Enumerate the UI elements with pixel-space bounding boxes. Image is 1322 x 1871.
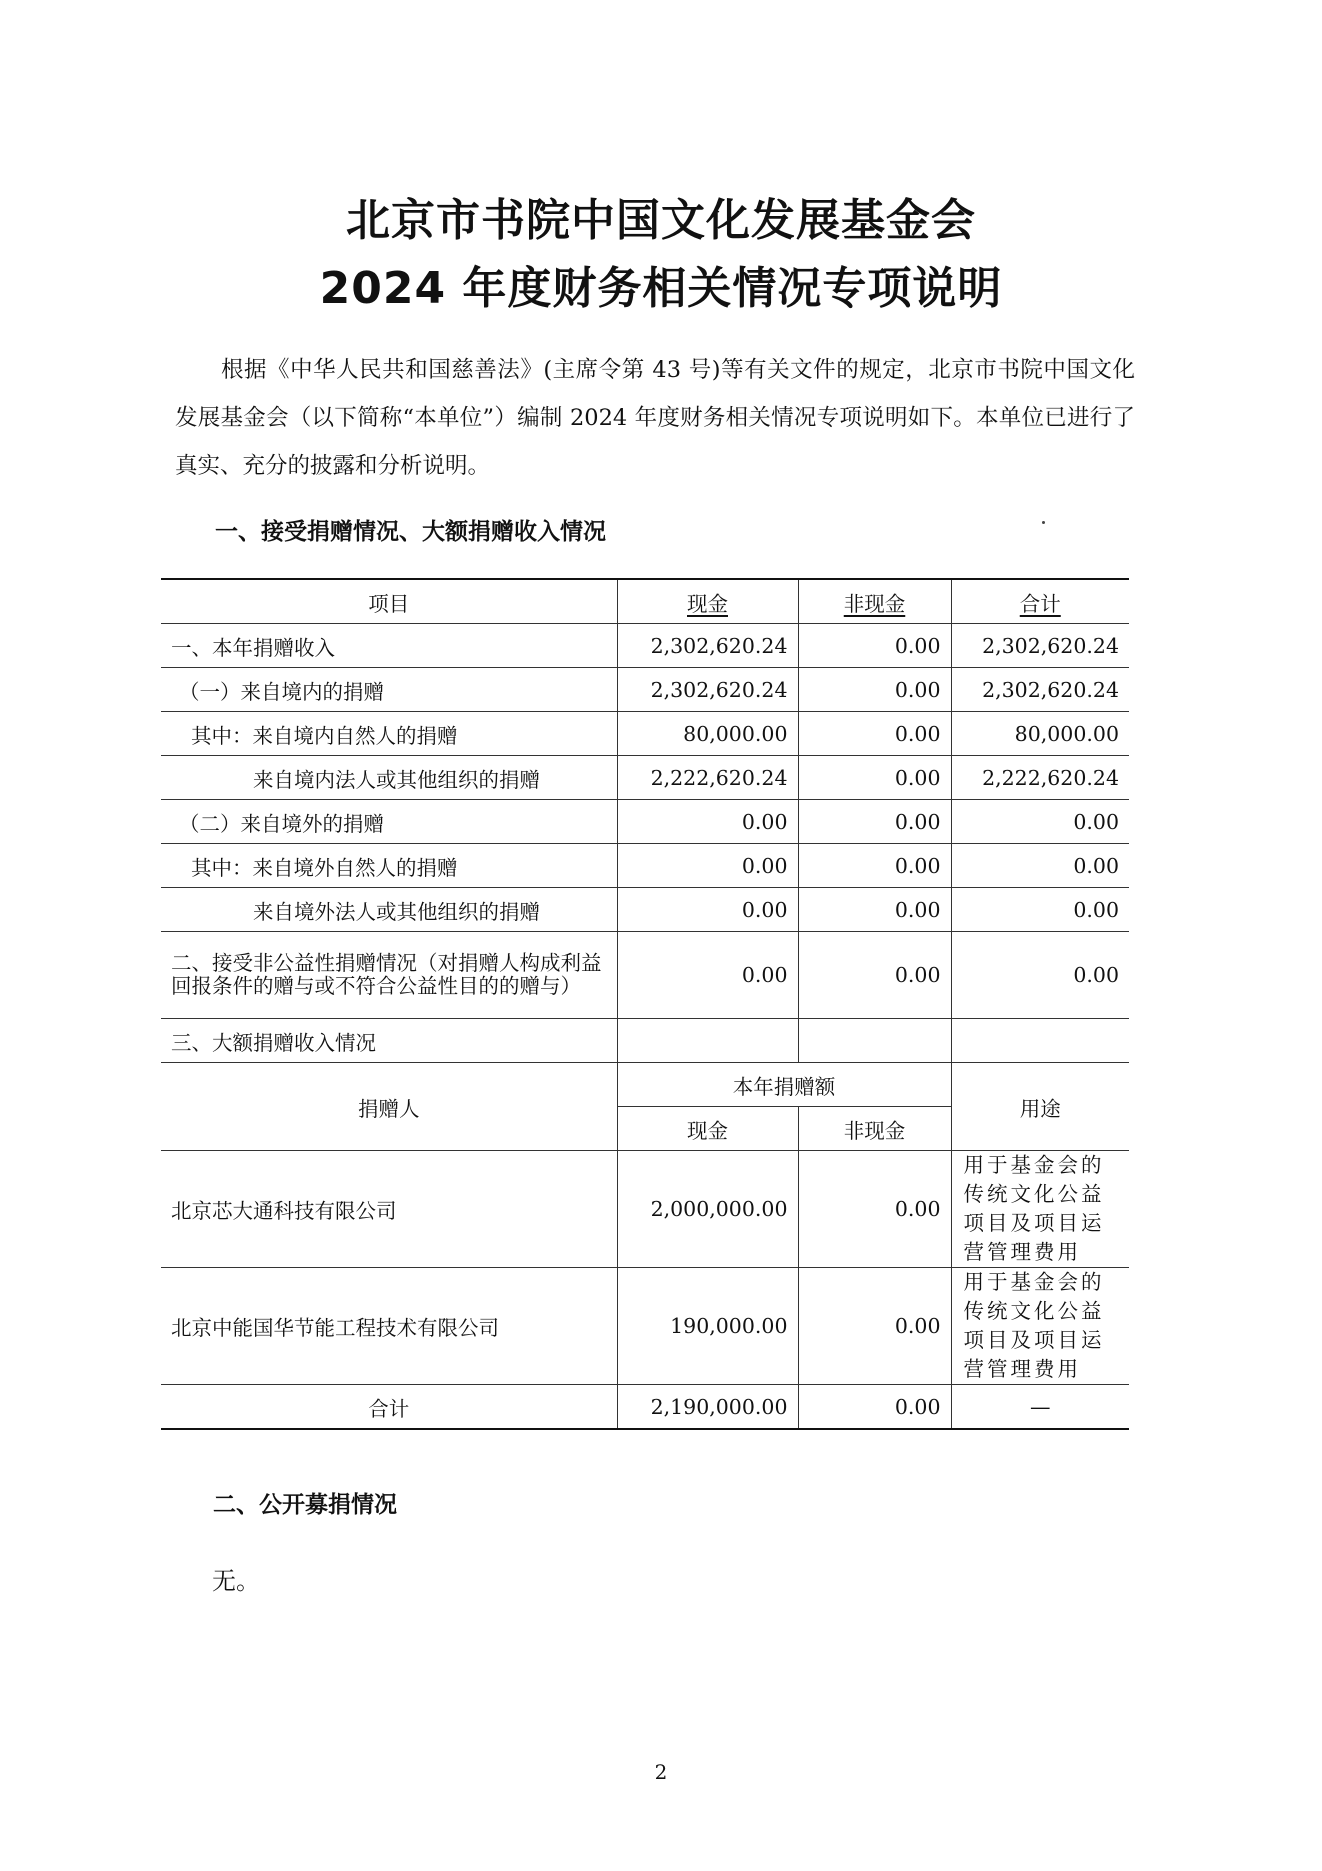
row-cash: 2,302,620.24 — [617, 624, 798, 668]
row-total: 2,302,620.24 — [951, 668, 1129, 712]
row-total: 2,222,620.24 — [951, 756, 1129, 800]
donor-cash-header: 现金 — [617, 1107, 798, 1151]
row-cash: 0.00 — [617, 844, 798, 888]
row-cash: 2,222,620.24 — [617, 756, 798, 800]
empty-cell — [617, 1019, 798, 1063]
row-total: 0.00 — [951, 888, 1129, 932]
donor-cash: 190,000.00 — [617, 1268, 798, 1385]
table-row — [161, 932, 1129, 1019]
table-row — [161, 668, 1129, 712]
donor-name: 北京中能国华节能工程技术有限公司 — [161, 1268, 617, 1385]
donor-use: 用于基金会的传统文化公益项目及项目运营管理费用 — [951, 1151, 1129, 1268]
row-cash: 80,000.00 — [617, 712, 798, 756]
row-cash: 2,302,620.24 — [617, 668, 798, 712]
use-header: 用途 — [951, 1063, 1129, 1151]
donor-noncash: 0.00 — [798, 1151, 951, 1268]
row-cash: 0.00 — [617, 888, 798, 932]
donor-cash: 2,000,000.00 — [617, 1151, 798, 1268]
row-label: 来自境外法人或其他组织的捐赠 — [161, 888, 617, 932]
row-noncash: 0.00 — [798, 888, 951, 932]
row-label: 一、本年捐赠收入 — [161, 624, 617, 668]
row-label: 二、接受非公益性捐赠情况（对捐赠人构成利益回报条件的赠与或不符合公益性目的的赠与） — [161, 932, 617, 1019]
amount-header: 本年捐赠额 — [617, 1063, 951, 1107]
large-donation-label: 三、大额捐赠收入情况 — [161, 1019, 617, 1063]
row-noncash: 0.00 — [798, 712, 951, 756]
row-total: 80,000.00 — [951, 712, 1129, 756]
table-row — [161, 844, 1129, 888]
row-noncash: 0.00 — [798, 932, 951, 1019]
document-subtitle: 2024 年度财务相关情况专项说明 — [319, 263, 1003, 314]
document-title: 北京市书院中国文化发展基金会 — [346, 195, 976, 246]
row-noncash: 0.00 — [798, 624, 951, 668]
table-row-large-donations — [161, 1019, 1129, 1063]
row-noncash: 0.00 — [798, 800, 951, 844]
header-noncash: 非现金 — [843, 591, 906, 616]
table-row — [161, 888, 1129, 932]
sum-cash: 2,190,000.00 — [617, 1385, 798, 1430]
donation-table — [161, 578, 1129, 1430]
row-label: （二）来自境外的捐赠 — [161, 800, 617, 844]
row-noncash: 0.00 — [798, 844, 951, 888]
scan-speck — [1042, 521, 1045, 524]
row-label: （一）来自境内的捐赠 — [161, 668, 617, 712]
empty-cell — [798, 1019, 951, 1063]
row-label: 其中：来自境外自然人的捐赠 — [161, 844, 617, 888]
sum-use: — — [951, 1385, 1129, 1430]
donor-use: 用于基金会的传统文化公益项目及项目运营管理费用 — [951, 1268, 1129, 1385]
row-total: 0.00 — [951, 844, 1129, 888]
section-heading-fundraising: 二、公开募捐情况 — [213, 1492, 397, 1518]
donor-noncash-header: 非现金 — [798, 1107, 951, 1151]
row-noncash: 0.00 — [798, 668, 951, 712]
header-cash: 现金 — [687, 591, 728, 616]
row-total: 0.00 — [951, 800, 1129, 844]
donor-header-row — [161, 1063, 1129, 1107]
intro-paragraph: 根据《中华人民共和国慈善法》(主席令第 43 号)等有关文件的规定，北京市书院中国文化发展基金会（以下简称“本单位”）编制 2024 年度财务相关情况专项说明如下。本单位已进行了真实、充分的披露和分析说明。 — [175, 357, 1135, 479]
row-total: 0.00 — [951, 932, 1129, 1019]
header-item: 项目 — [161, 579, 617, 624]
sum-row — [161, 1385, 1129, 1430]
fundraising-content: 无。 — [212, 1567, 260, 1595]
table-header-row — [161, 579, 1129, 624]
table-row — [161, 800, 1129, 844]
donor-noncash: 0.00 — [798, 1268, 951, 1385]
table-row — [161, 712, 1129, 756]
row-label: 其中：来自境内自然人的捐赠 — [161, 712, 617, 756]
page-number: 2 — [654, 1760, 668, 1784]
header-total: 合计 — [1019, 591, 1061, 616]
table-row — [161, 624, 1129, 668]
sum-label: 合计 — [161, 1385, 617, 1430]
row-cash: 0.00 — [617, 800, 798, 844]
table-row — [161, 756, 1129, 800]
donor-row — [161, 1151, 1129, 1268]
donor-row — [161, 1268, 1129, 1385]
donor-name: 北京芯大通科技有限公司 — [161, 1151, 617, 1268]
row-label: 来自境内法人或其他组织的捐赠 — [161, 756, 617, 800]
sum-noncash: 0.00 — [798, 1385, 951, 1430]
empty-cell — [951, 1019, 1129, 1063]
row-cash: 0.00 — [617, 932, 798, 1019]
row-total: 2,302,620.24 — [951, 624, 1129, 668]
section-heading-donations: 一、接受捐赠情况、大额捐赠收入情况 — [215, 519, 606, 545]
row-noncash: 0.00 — [798, 756, 951, 800]
donor-header: 捐赠人 — [161, 1063, 617, 1151]
